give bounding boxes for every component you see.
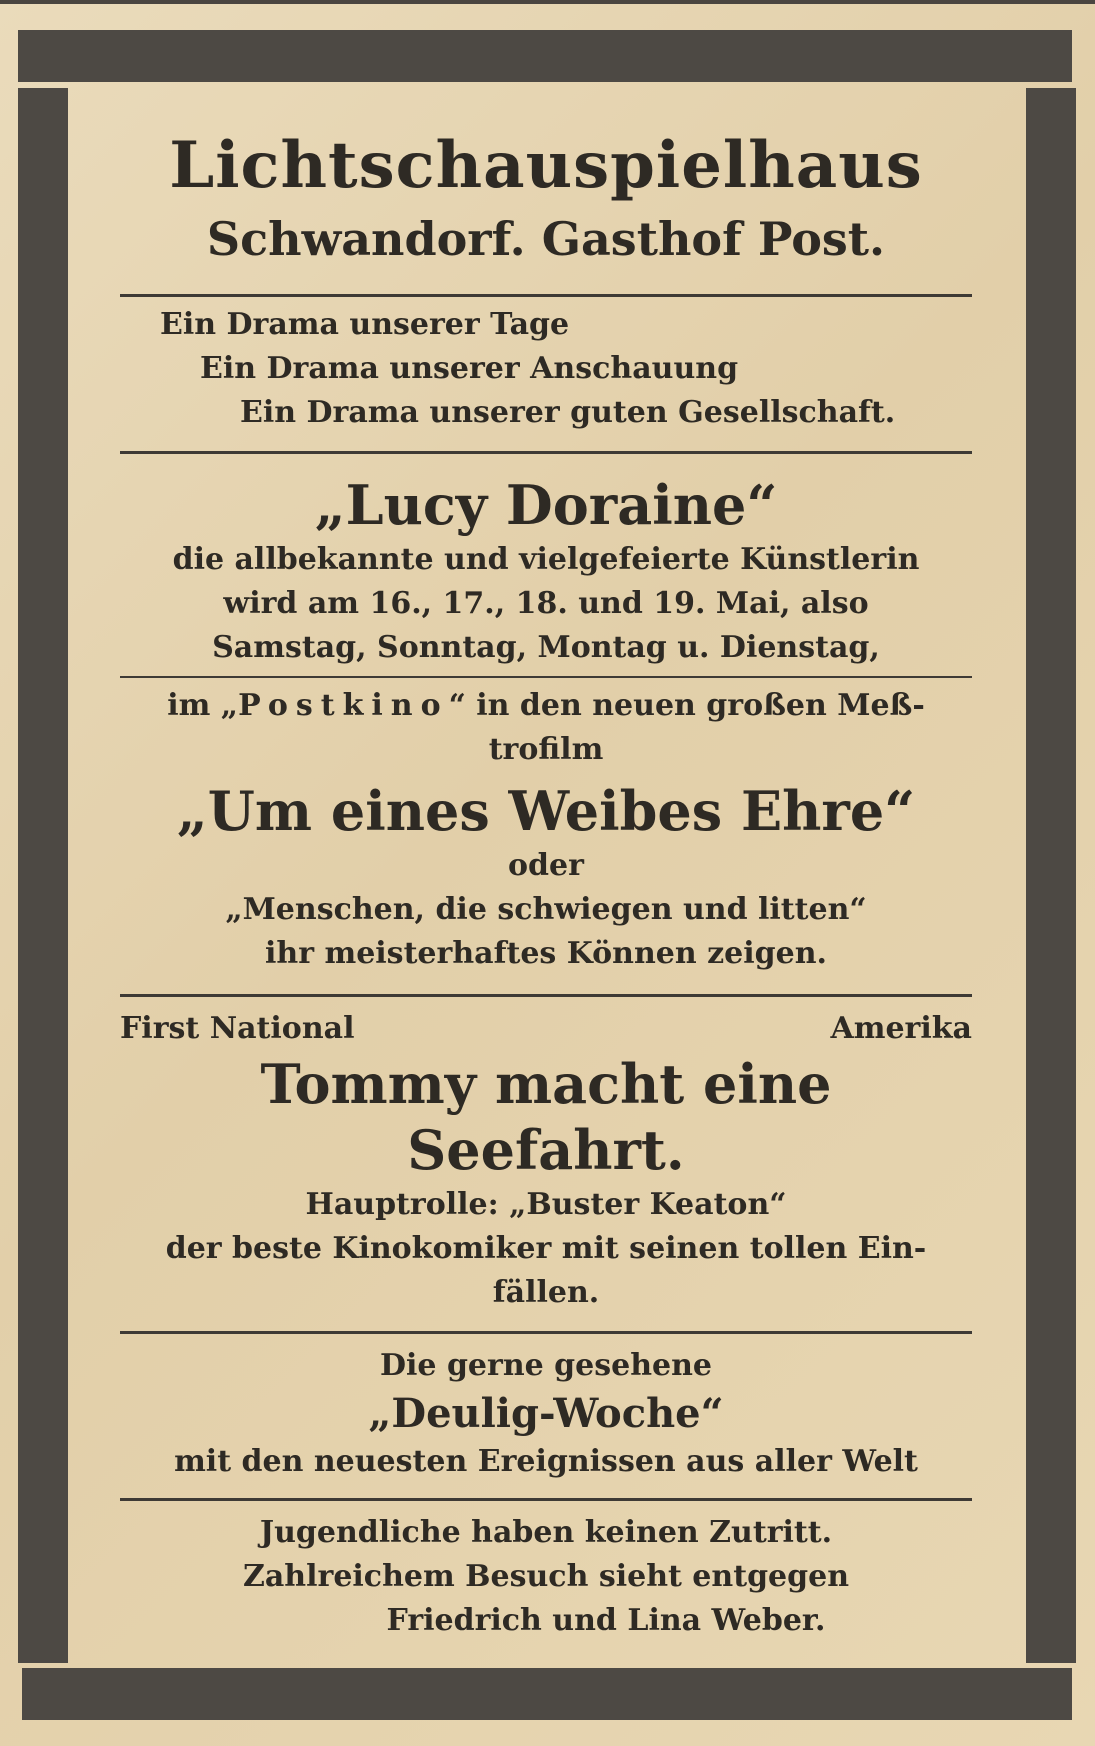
advertisement-content [120,120,972,1643]
feature-line-3: Samstag, Sonntag, Montag u. Dienstag, [212,630,880,665]
divider [120,1331,972,1334]
studio-name: First National [120,1011,355,1046]
newsreel-title: „Deulig-Woche“ [368,1390,724,1437]
postkino-name: Postkino [238,688,449,723]
feature-line-1: die allbekannte und vielgefeierte Künstlerin [172,542,920,577]
cinema-title: Lichtschauspielhaus [169,128,923,203]
divider [120,294,972,297]
footer-line-2: Zahlreichem Besuch sieht entgegen [242,1559,850,1594]
feature-line-4 [120,684,972,728]
country-name: Amerika [830,1011,972,1046]
top-border-line [0,0,1095,4]
feature-line-2: wird am 16., 17., 18. und 19. Mai, also [223,586,869,621]
divider [120,1498,972,1501]
footer-line-1: Jugendliche haben keinen Zutritt. [259,1515,833,1550]
feature-line-5: trofilm [488,732,604,767]
feature-line-4-end: “ in den neuen großen Meß- [448,688,925,723]
cinema-location: Schwandorf. Gasthof Post. [206,212,886,266]
oder-text: oder [508,848,584,883]
second-desc-1: der beste Kinokomiker mit seinen tollen Ein- [165,1231,927,1266]
intro-line-2: Ein Drama unserer Anschauung [200,351,739,386]
divider [120,994,972,997]
star-name: „Lucy Doraine“ [314,473,778,537]
film-title: „Um eines Weibes Ehre“ [176,779,916,843]
intro-line-1: Ein Drama unserer Tage [160,307,570,342]
frame-bottom-bar [22,1668,1072,1720]
footer-signature: Friedrich und Lina Weber. [386,1603,826,1638]
divider [120,451,972,454]
intro-line-3: Ein Drama unserer guten Gesellschaft. [240,395,896,430]
lead-actor: Hauptrolle: „Buster Keaton“ [305,1187,787,1222]
divider [120,676,972,678]
newsreel-line-2: mit den neuesten Ereignissen aus aller Welt [174,1444,918,1479]
feature-line-4-start: im „ [167,688,239,723]
alternate-title: „Menschen, die schwiegen und litten“ [225,892,867,927]
studio-row [120,1007,972,1051]
frame-top-bar [18,30,1072,82]
feature-line-6: ihr meisterhaftes Können zeigen. [265,936,827,971]
frame-left-bar [18,88,68,1663]
newsreel-line-1: Die gerne gesehene [380,1348,712,1383]
frame-right-bar [1026,88,1076,1663]
second-film-title: Tommy macht eine Seefahrt. [260,1052,832,1182]
second-desc-2: fällen. [492,1275,600,1310]
